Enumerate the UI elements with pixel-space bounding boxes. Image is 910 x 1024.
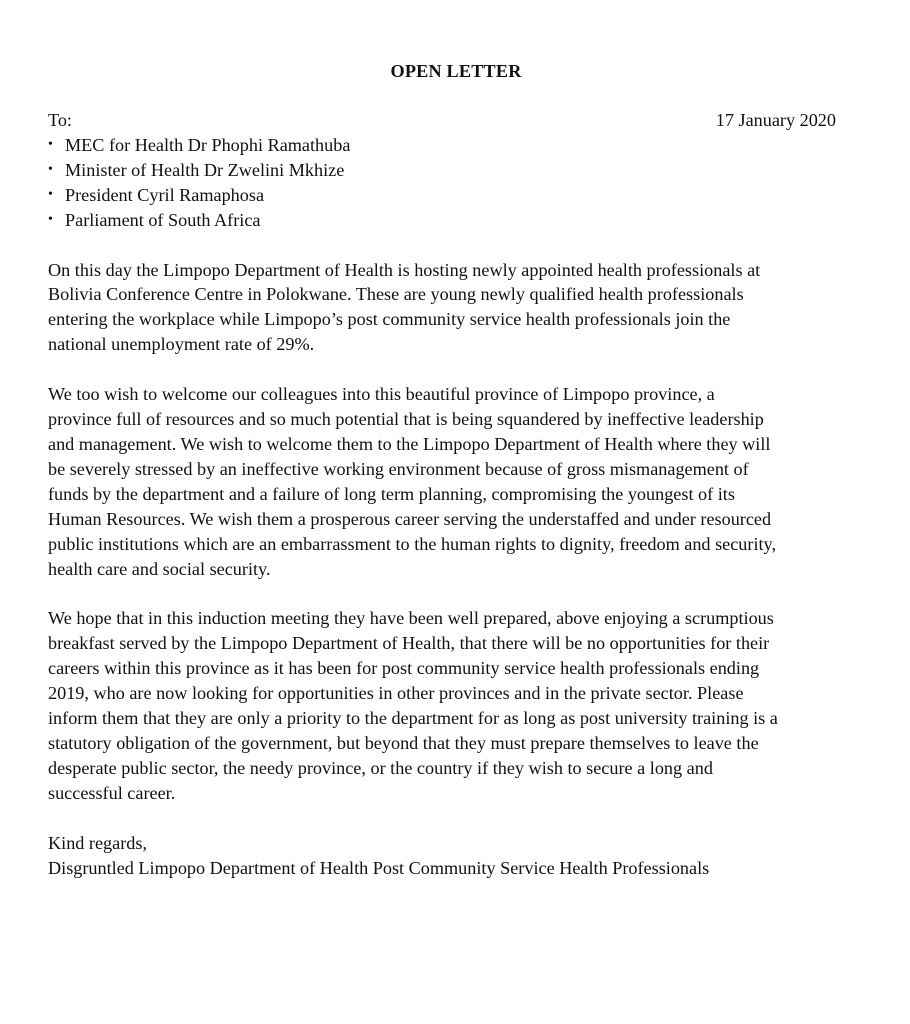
text-line: successful career. [48, 782, 176, 803]
text-line: national unemployment rate of 29%. [48, 334, 315, 355]
recipient-list [48, 133, 864, 233]
letter-header [48, 108, 864, 133]
body-paragraph-1 [48, 258, 864, 358]
text-line: entering the workplace while Limpopo’s post community service health professionals join the [48, 309, 731, 330]
text-line: and management. We wish to welcome them to the Limpopo Department of Health where they will [48, 433, 771, 454]
bullet-icon: • [48, 211, 53, 227]
to-label: To: [48, 110, 72, 130]
text-line: Human Resources. We wish them a prosperous career serving the understaffed and under resourced [48, 508, 772, 529]
text-line: 2019, who are now looking for opportunities in other provinces and in the private sector. Please [48, 683, 744, 704]
text-line: statutory obligation of the government, but beyond that they must prepare themselves to leave the [48, 732, 759, 753]
text-line: On this day the Limpopo Department of Health is hosting newly appointed health professionals at [48, 259, 761, 280]
text-line: breakfast served by the Limpopo Department of Health, that there will be no opportunities for their [48, 633, 770, 654]
body-paragraph-3 [48, 606, 864, 805]
bullet-icon: • [48, 186, 53, 202]
recipient-item [48, 208, 864, 233]
recipient-item [48, 183, 864, 208]
body-paragraph-2 [48, 382, 864, 581]
closing-salutation: Kind regards, [48, 832, 147, 853]
bullet-icon: • [48, 161, 53, 177]
letter-page [48, 58, 864, 880]
signature: Disgruntled Limpopo Department of Health Post Community Service Health Professionals [48, 857, 710, 878]
recipient-name: Parliament of South Africa [65, 209, 261, 230]
text-line: inform them that they are only a priority to the department for as long as post university training is a [48, 708, 778, 729]
recipient-name: President Cyril Ramaphosa [65, 184, 265, 205]
letter-date: 17 January 2020 [715, 110, 836, 130]
letter-title: OPEN LETTER [390, 61, 522, 81]
text-line: desperate public sector, the needy province, or the country if they wish to secure a long and [48, 757, 713, 778]
text-line: Bolivia Conference Centre in Polokwane. These are young newly qualified health professionals [48, 284, 744, 305]
text-line: We hope that in this induction meeting they have been well prepared, above enjoying a scrumptious [48, 608, 774, 629]
recipient-item [48, 158, 864, 183]
text-line: public institutions which are an embarrassment to the human rights to dignity, freedom and security, [48, 533, 777, 554]
text-line: funds by the department and a failure of long term planning, compromising the youngest of its [48, 483, 735, 504]
text-line: health care and social security. [48, 558, 271, 579]
bullet-icon: • [48, 136, 53, 152]
text-line: province full of resources and so much potential that is being squandered by ineffective leadership [48, 409, 764, 430]
text-line: careers within this province as it has been for post community service health professionals ending [48, 658, 760, 679]
text-line: We too wish to welcome our colleagues into this beautiful province of Limpopo province, a [48, 384, 715, 405]
recipient-name: MEC for Health Dr Phophi Ramathuba [65, 134, 351, 155]
letter-closing [48, 831, 864, 881]
text-line: be severely stressed by an ineffective working environment because of gross mismanagement of [48, 458, 749, 479]
recipient-name: Minister of Health Dr Zwelini Mkhize [65, 159, 345, 180]
recipient-item [48, 133, 864, 158]
